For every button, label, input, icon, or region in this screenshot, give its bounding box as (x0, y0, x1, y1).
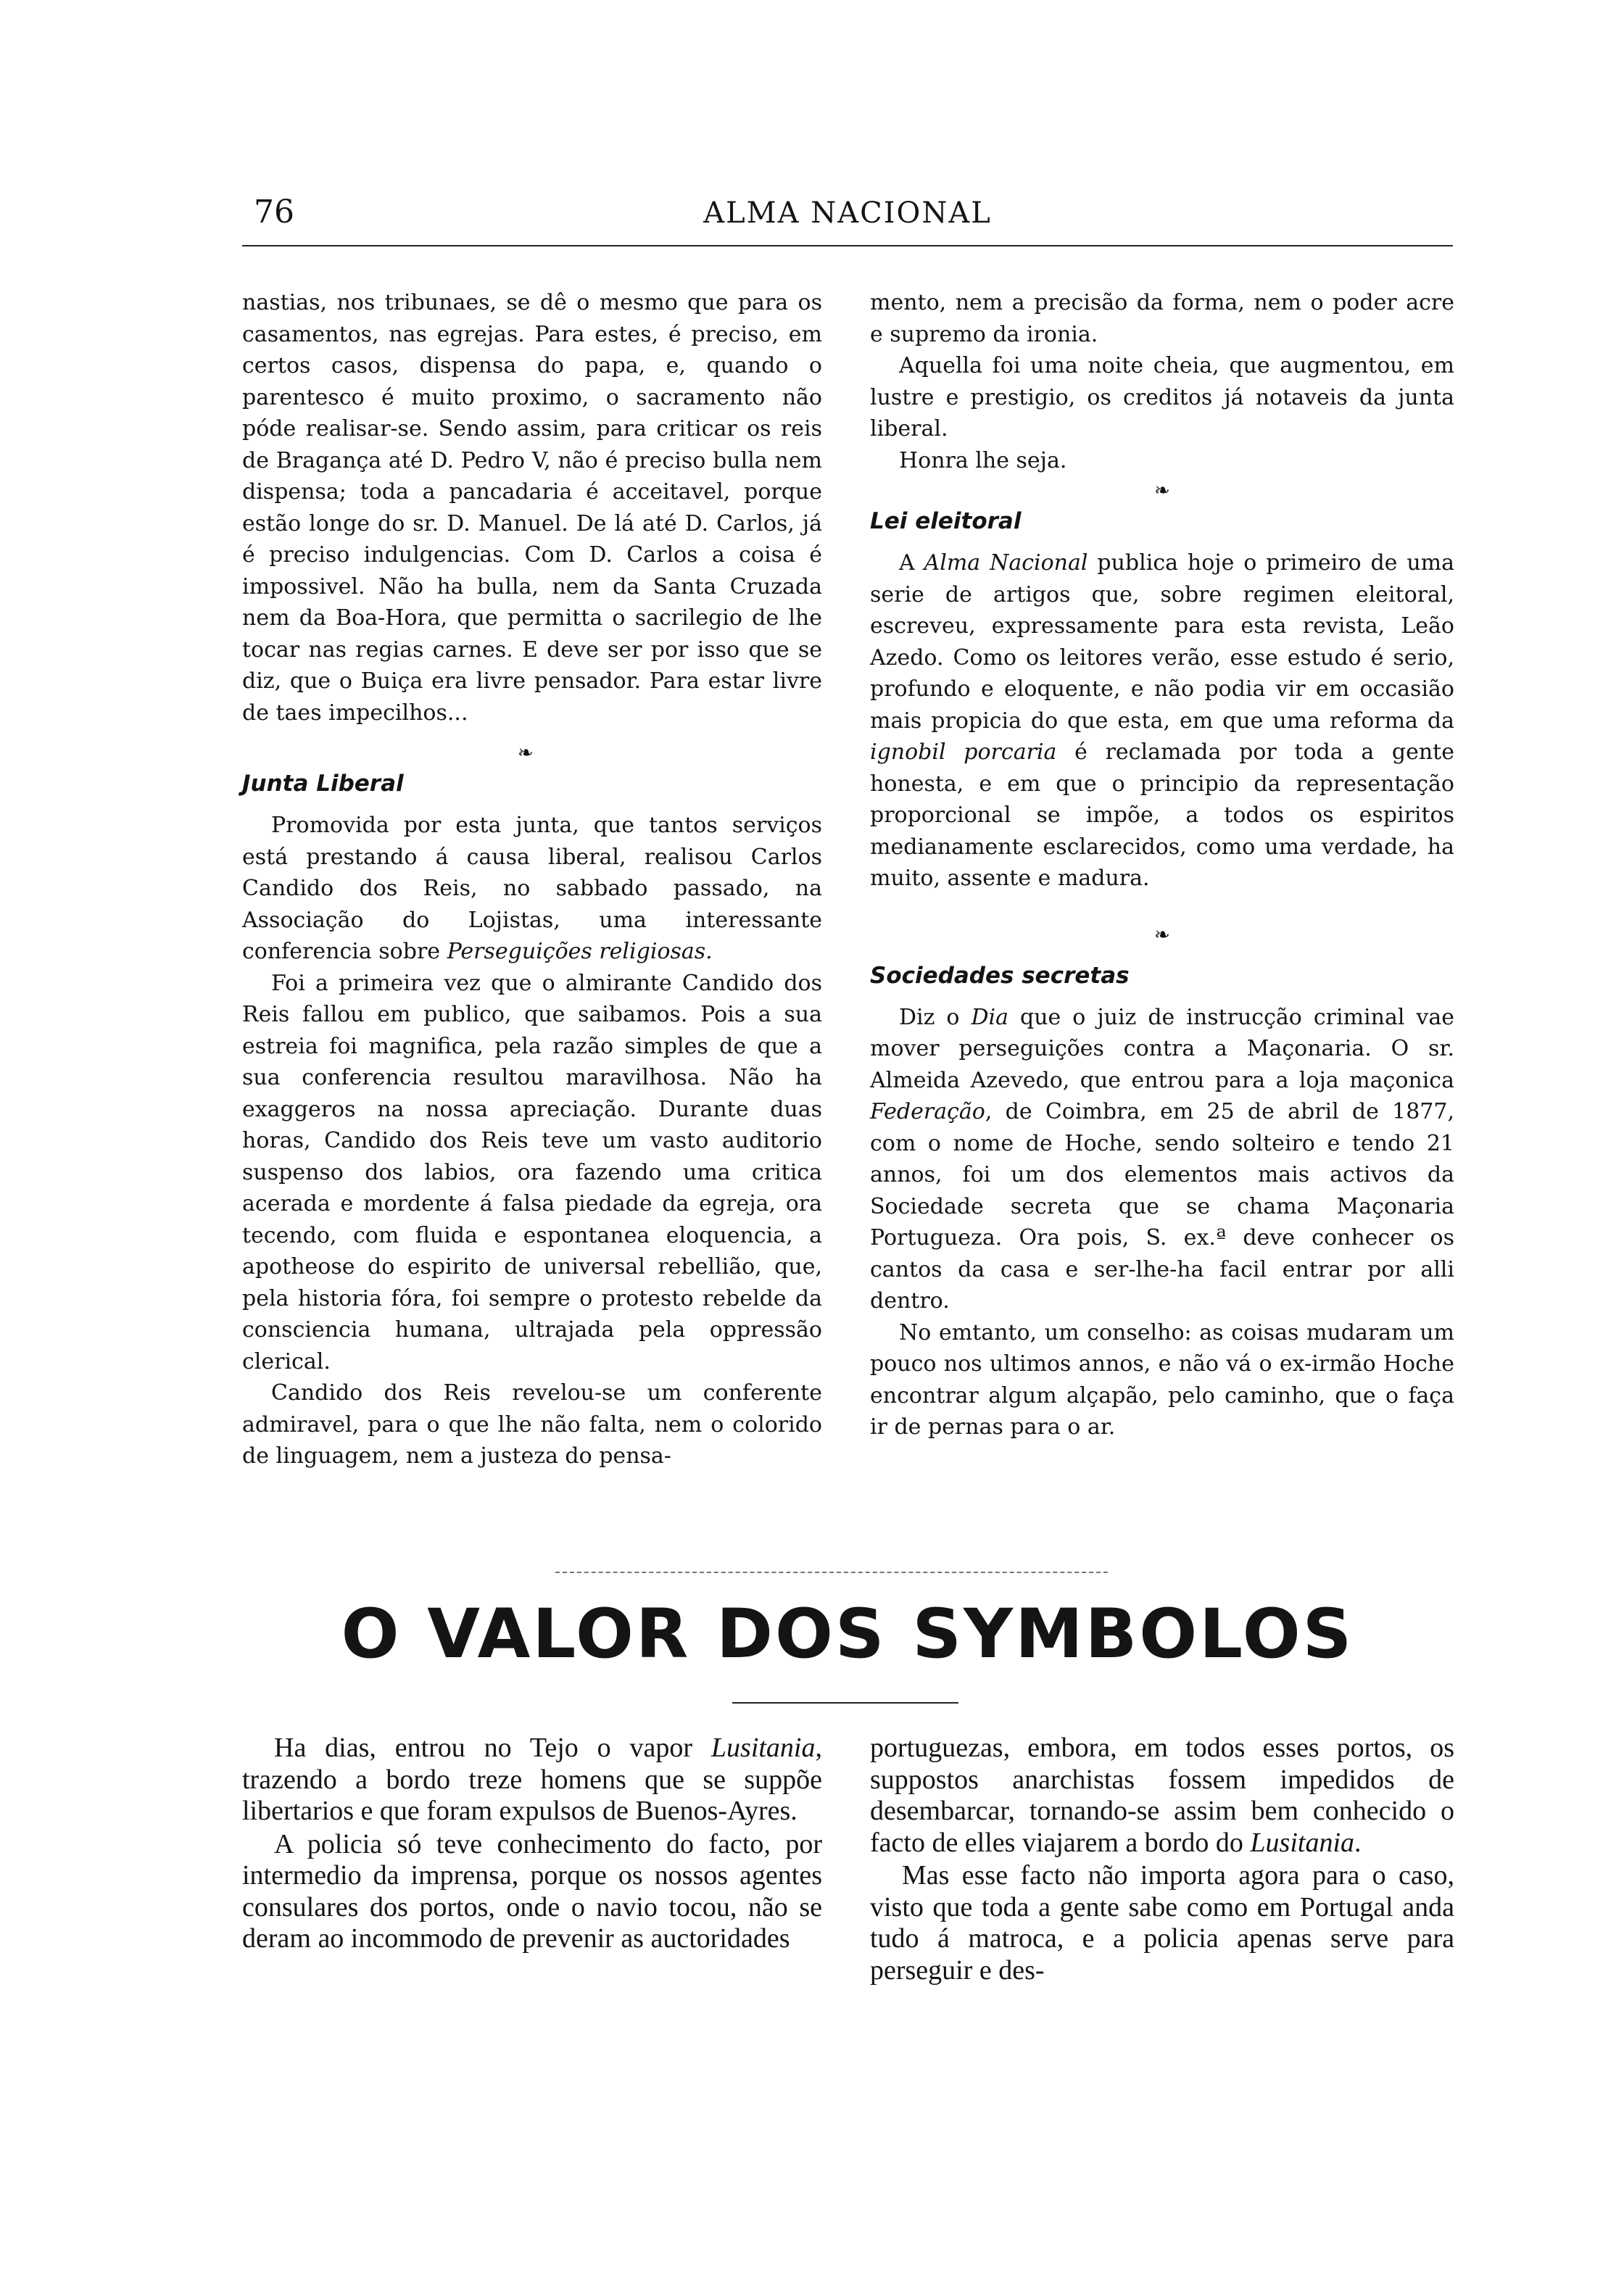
section-ornament: ❧ (1154, 480, 1170, 502)
article-paragraph-1: Ha dias, entrou no Tejo o vapor Lusitania, trazendo a bordo treze homens que se suppõe libertarios e que foram expulsos de Buenos-Ayres. (242, 1733, 822, 1826)
sociedades-paragraph-2: No emtanto, um conselho: as coisas mudaram um pouco nos ultimos annos, e não vá o ex-irmão Hoche encontrar algum alçapão, pelo caminho, que o faça ir de pernas para o ar. (870, 1319, 1454, 1440)
continued-paragraph: mento, nem a precisão da forma, nem o poder acre e supremo da ironia. (870, 290, 1454, 347)
running-title: ALMA NACIONAL (703, 196, 992, 230)
lei-paragraph: A Alma Nacional publica hoje o primeiro de uma serie de artigos que, sobre regimen eleitoral, escreveu, expressamente para esta revista, Leão Azedo. Como os leitores verão, esse estudo é serio, profundo e eloquente, e não podia vir em occasião mais propicia do que esta, em que uma reforma da ignobil porcaria é reclamada por toda a gente honesta, e em que o principio da representação proporcional se impõe, a todos os espiritos medianamente esclarecidos, como uma verdade, ha muito, assente e madura. (870, 550, 1454, 891)
section-ornament: ❧ (518, 742, 534, 764)
article-paragraph-3: Mas esse facto não importa agora para o caso, visto que toda a gente sabe como em Portugal anda tudo á matroca, e a policia apenas serve para perseguir e des- (870, 1860, 1454, 1986)
junta-paragraph-4: Aquella foi uma noite cheia, que augmentou, em lustre e prestigio, os creditos já notaveis da junta liberal. (870, 353, 1454, 441)
article-paragraph-2: A policia só teve conhecimento do facto, por intermedio da imprensa, porque os nossos agentes consulares dos portos, onde o navio tocou, não se deram ao incommodo de prevenir as auctoridades (242, 1828, 822, 1954)
right-column (870, 287, 1454, 1443)
article-left-column (242, 1733, 822, 1955)
heading-junta-liberal: Junta Liberal (242, 771, 404, 797)
junta-paragraph-5: Honra lhe seja. (899, 447, 1067, 473)
section-divider (555, 1572, 1108, 1573)
junta-paragraph-1: Promovida por esta junta, que tantos serviços está prestando á causa liberal, realisou Carlos Candido dos Reis, no sabbado passado, na Associação do Lojistas, uma interessante conferencia sobre Perseguições religiosas. (242, 813, 822, 964)
title-rule (732, 1702, 958, 1704)
junta-paragraph-2: Foi a primeira vez que o almirante Candido dos Reis fallou em publico, que saibamos. Pois a sua estreia foi magnifica, pela razão simples de que a sua conferencia resultou maravilhosa. Não ha exaggeros na nossa apreciação. Durante duas horas, Candido dos Reis teve um vasto auditorio suspenso dos labios, ora fazendo uma critica acerada e mordente á falsa piedade da egreja, ora tecendo, com fluida e espontanea eloquencia, a apotheose do espirito de universal rebellião, que, pela historia fóra, foi sempre o protesto rebelde da consciencia humana, ultrajada pela oppressão clerical. (242, 970, 822, 1374)
page-number: 76 (254, 194, 294, 231)
continued-paragraph: nastias, nos tribunaes, se dê o mesmo que para os casamentos, nas egrejas. Para estes, é preciso, em certos casos, dispensa do papa, e, quando o parentesco é muito proximo, o sacramento não póde realisar-se. Sendo assim, para criticar os reis de Bragança até D. Pedro V, não é preciso bulla nem dispensa; toda a pancadaria é acceitavel, porque estão longe do sr. D. Manuel. De lá até D. Carlos, já é preciso indulgencias. Com D. Carlos a coisa é impossivel. Não ha bulla, nem da Santa Cruzada nem da Boa-Hora, que permitta o sacrilegio de lhe tocar nas regias carnes. E deve ser por isso que se diz, que o Buiça era livre pensador. Para estar livre de taes impecilhos... (242, 290, 822, 726)
left-column (242, 287, 822, 1472)
header-rule (242, 245, 1453, 246)
section-ornament: ❧ (1154, 924, 1170, 946)
sociedades-paragraph-1: Diz o Dia que o juiz de instrucção criminal vae mover perseguições contra a Maçonaria. O sr. Almeida Azevedo, que entrou para a loja maçonica Federação, de Coimbra, em 25 de abril de 1877, com o nome de Hoche, sendo solteiro e tendo 21 annos, foi um dos elementos mais activos da Sociedade secreta que se chama Maçonaria Portugueza. Ora pois, S. ex.ª deve conhecer os cantos da casa e ser-lhe-ha facil entrar por alli dentro. (870, 1004, 1454, 1314)
heading-sociedades-secretas: Sociedades secretas (870, 962, 1130, 989)
article-right-column (870, 1733, 1454, 1986)
heading-lei-eleitoral: Lei eleitoral (870, 508, 1022, 534)
junta-paragraph-3: Candido dos Reis revelou-se um conferente admiravel, para o que lhe não falta, nem o colorido de linguagem, nem a justeza do pensa- (242, 1380, 822, 1469)
page-header (242, 192, 1453, 243)
article-title: O VALOR DOS SYMBOLOS (341, 1595, 1354, 1674)
article-paragraph-continued: portuguezas, embora, em todos esses portos, os suppostos anarchistas fossem impedidos de desembarcar, tornando-se assim bem conhecido o facto de elles viajarem a bordo do Lusitania. (870, 1733, 1454, 1858)
